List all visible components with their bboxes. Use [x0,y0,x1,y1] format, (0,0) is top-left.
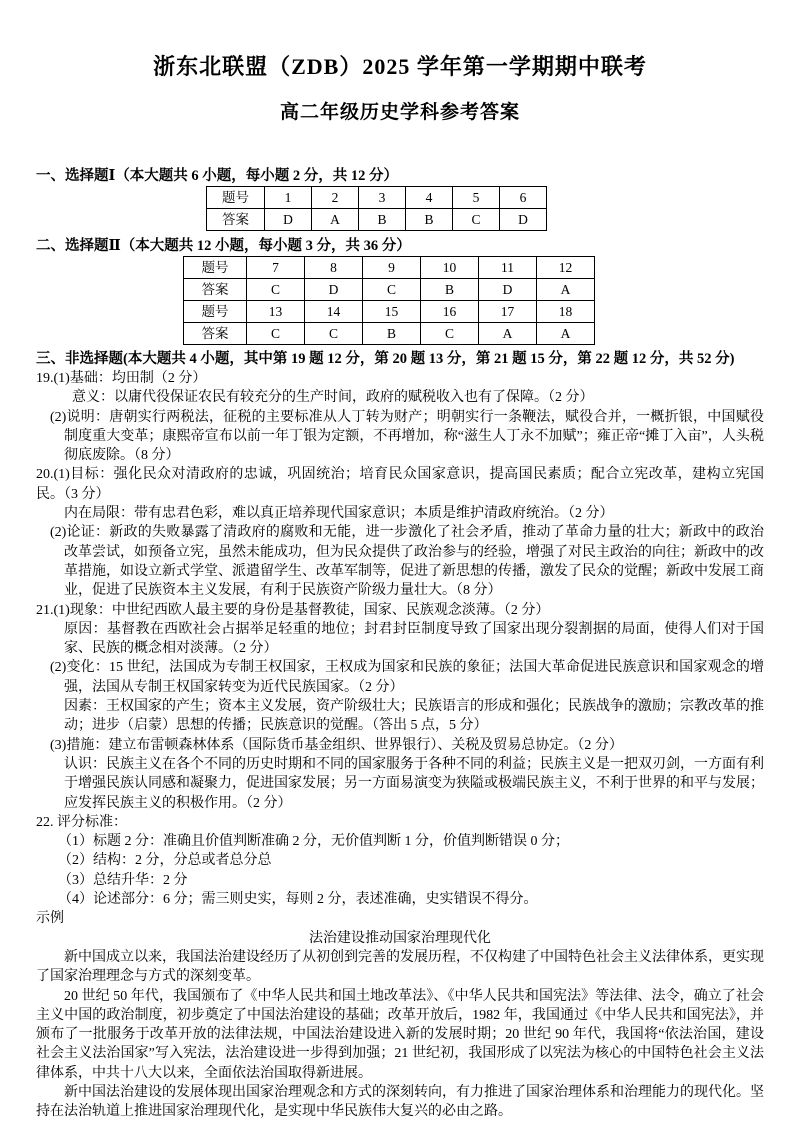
answer-line: 19.(1)基础：均田制（2 分） [36,371,207,386]
answer-line: （4）论述部分：6 分；需三则史实，每则 2 分，表述准确，史实错误不得分。 [58,892,538,908]
section-3-heading: 三、非选择题(本大题共 4 小题，其中第 19 题 12 分，第 20 题 13 分，第 21 题 15 分，第 22 题 12 分，共 52 分) [36,351,735,367]
table-cell: C [247,279,305,301]
table-cell: 3 [359,187,406,209]
essay-title: 法治建设推动国家治理现代化 [309,930,491,946]
table-row-label: 题号 [207,187,265,209]
table-cell: D [265,209,312,231]
table-cell: 10 [421,257,479,279]
table-cell: 2 [312,187,359,209]
table-cell: B [363,323,421,345]
table-cell: 7 [247,257,305,279]
answer-table-1 [206,186,547,231]
table-cell: D [500,209,547,231]
table-row [207,209,547,231]
answer-line: (2)论证：新政的失败暴露了清政府的腐败和无能，进一步激化了社会矛盾，推动了革命力量的壮大；新政中的政治改革尝试，如预备立宪，虽然未能成功，但为民众提供了政治参与的经验，增强了对民主政治的向往；新政中的改革措施，如设立新式学堂、派遣留学生、改革军制等，促进了新思想的传播，激发了民众的觉醒；新政中发展工商业，促进了民族资本主义发展，有利于民族资产阶级力量壮大。（8 分） [50,525,764,599]
answer-line: 因素：王权国家的产生；资本主义发展，资产阶级壮大；民族语言的形成和强化；民族战争的激励；宗教改革的推动；进步（启蒙）思想的传播；民族意识的觉醒。（答出 5 点，5 分） [64,699,764,734]
table-row-label: 题号 [184,301,247,323]
answer-table-2 [183,256,595,345]
answer-line: （2）结构：2 分，分总或者总分总 [58,853,272,869]
table-cell: D [305,279,363,301]
table-cell: 11 [479,257,537,279]
answer-line: （3）总结升华：2 分 [58,872,188,888]
table-row [184,323,595,345]
essay-paragraph: 20 世纪 50 年代，我国颁布了《中华人民共和国土地改革法》、《中华人民共和国宪法》等法律、法令，确立了社会主义中国的政治制度，初步奠定了中国法治建设的基础；改革开放后，1982 年，我国通过《中华人民共和国宪法》，并颁布了一批服务于改革开放的法律法规，中国法治建设进入新的发展时期；20 世纪 90 年代，我国将“依法治国，建设社会主义法治国家”写入宪法，法治建设进一步得到加强；21 世纪初，我国形成了以宪法为核心的中国特色社会主义法律体系，中共十八大以来，全面依法治国取得新进展。 [36,988,764,1081]
table-row-label: 答案 [207,209,265,231]
table-cell: 15 [363,301,421,323]
q20-answer [36,465,764,600]
answer-line: 21.(1)现象：中世纪西欧人最主要的身份是基督教徒，国家、民族观念淡薄。（2 分） [36,602,550,618]
table-cell: A [479,323,537,345]
section-1-heading: 一、选择题Ⅰ（本大题共 6 小题，每小题 2 分，共 12 分） [36,168,399,184]
table-cell: 6 [500,187,547,209]
table-cell: 9 [363,257,421,279]
table-cell: B [359,209,406,231]
q22-answer [36,813,764,929]
answer-line: (2)说明：唐朝实行两税法，征税的主要标准从人丁转为财产；明朝实行一条鞭法，赋役合并，一概折银，中国赋役制度重大变革；康熙帝宣布以前一年丁银为定额，不再增加，称“滋生人丁永不加赋”；雍正帝“摊丁入亩”，人头税彻底废除。（8 分） [50,409,764,464]
table-cell: 14 [305,301,363,323]
table-cell: D [479,279,537,301]
answer-line: （1）标题 2 分：准确且价值判断准确 2 分，无价值判断 1 分，价值判断错误 0 分； [58,834,569,850]
table-cell: 18 [537,301,595,323]
table-cell: C [421,323,479,345]
table-cell: 13 [247,301,305,323]
section-2-heading: 二、选择题Ⅱ（本大题共 12 小题，每小题 3 分，共 36 分） [36,238,411,254]
table-cell: C [247,323,305,345]
table-row [184,257,595,279]
table-cell: 8 [305,257,363,279]
table-cell: 4 [406,187,453,209]
table-cell: B [421,279,479,301]
essay-paragraph: 新中国成立以来，我国法治建设经历了从初创到完善的发展历程，不仅构建了中国特色社会主义法律体系，更实现了国家治理理念与方式的深刻变革。 [36,949,764,985]
q21-answer [36,601,764,813]
table-cell: A [537,279,595,301]
table-cell: C [453,209,500,231]
table-cell: 5 [453,187,500,209]
table-row-label: 答案 [184,279,247,301]
answer-line: 内在局限：带有忠君色彩，难以真正培养现代国家意识；本质是维护清政府统治。（2 分） [64,506,614,522]
essay-example [36,929,764,1122]
table-cell: A [312,209,359,231]
answer-line: 原因：基督教在西欧社会占据举足轻重的地位；封君封臣制度导致了国家出现分裂割据的局面，使得人们对于国家、民族的概念相对淡薄。（2 分） [64,621,764,657]
doc-subtitle: 高二年级历史学科参考答案 [279,102,520,123]
table-cell: B [406,209,453,231]
answer-line: 认识：民族主义在各个不同的历史时期和不同的国家服务于各种不同的利益；民族主义是一把双刃剑，一方面有利于增强民族认同感和凝聚力，促进国家发展；另一方面易演变为狭隘或极端民族主义，不利于世界的和平与发展；应发挥民族主义的积极作用。（2 分） [64,756,764,811]
answer-line: 意义：以庸代役保证农民有较充分的生产时间，政府的赋税收入也有了保障。（2 分） [72,390,594,406]
table-row [207,187,547,209]
table-cell: 16 [421,301,479,323]
table-cell: C [363,279,421,301]
table-cell: A [537,323,595,345]
essay-paragraph: 新中国法治建设的发展体现出国家治理观念和方式的深刻转向，有力推进了国家治理体系和治理能力的现代化。坚持在法治轨道上推进国家治理现代化，是实现中华民族伟大复兴的必由之路。 [36,1084,764,1120]
table-row-label: 答案 [184,323,247,345]
essay-example-label: 示例 [36,911,64,927]
answer-line: 22. 评分标准： [36,814,127,830]
table-cell: 1 [265,187,312,209]
table-cell: C [305,323,363,345]
answer-line: (2)变化：15 世纪，法国成为专制王权国家，王权成为国家和民族的象征；法国大革命促进民族意识和国家观念的增强，法国从专制王权国家转变为近代民族国家。（2 分） [50,660,764,695]
doc-title: 浙东北联盟（ZDB）2025 学年第一学期期中联考 [153,54,647,79]
answer-line: (3)措施：建立布雷顿森林体系（国际货币基金组织、世界银行）、关税及贸易总协定。（2 分） [50,737,623,753]
table-row-label: 题号 [184,257,247,279]
table-row [184,301,595,323]
q19-answer [36,369,764,465]
answer-line: 20.(1)目标：强化民众对清政府的忠诚，巩固统治；培育民众国家意识，提高国民素质；配合立宪改革，建构立宪国民。（3 分） [36,467,764,502]
table-row [184,279,595,301]
table-cell: 12 [537,257,595,279]
table-cell: 17 [479,301,537,323]
